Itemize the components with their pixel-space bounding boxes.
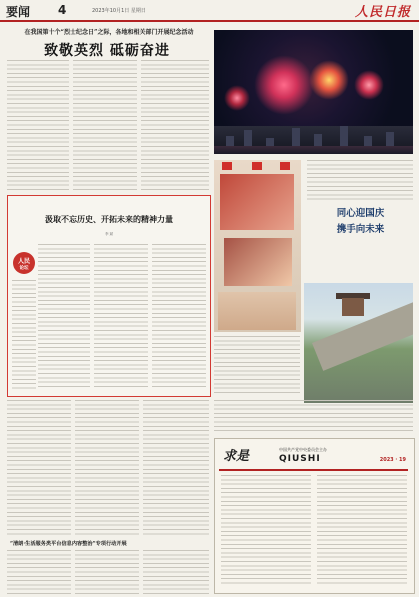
lower-column-3 [143,400,209,535]
qiushi-name: QIUSHI [279,454,321,464]
emblem-text-top: 人民 [17,258,30,265]
forum-emblem [13,252,35,274]
top-story-headline: 致敬英烈 砥砺奋进 [44,43,170,59]
flag-decoration [222,162,232,170]
great-wall-photo [304,283,413,403]
qiushi-issue: 2023 · 19 [379,457,406,463]
slogan [308,206,413,238]
top-story-subhead: 在我国第十个“烈士纪念日”之际，各地和相关部门开展纪念活动 [24,29,194,36]
bottom-column-3 [143,550,209,594]
lower-story-subhead: “清朗·生活服务类平台信息内容整治”专项行动开展 [10,541,127,547]
flag-decoration [280,162,290,170]
page-number: 4 [58,3,67,17]
commentary-column-3 [152,244,206,390]
top-story-column-1 [7,60,69,190]
qiushi-contents-left [221,475,311,587]
slogan-line-2: 携手向未来 [336,224,385,235]
commentary-column-2 [94,244,148,390]
national-day-poster [214,160,301,332]
commentary-column-1 [38,244,90,390]
fireworks-photo [214,30,413,154]
lower-column-1 [7,400,71,535]
masthead-logo: 人民日报 [354,5,411,20]
flag-decoration [252,162,262,170]
firework-burst [354,70,384,100]
right-lower-text [214,400,413,432]
lower-column-2 [75,400,139,535]
bottom-column-1 [7,550,71,594]
poster-photo-street [218,292,296,330]
poster-caption [214,336,300,396]
bottom-column-2 [75,550,139,594]
firework-burst [309,60,349,100]
qiushi-magazine-ad [214,438,415,594]
commentary-author: 李 斌 [104,232,114,236]
section-name: 要闻 [6,5,31,19]
firework-burst [254,55,314,115]
commentary-title: 汲取不忘历史、开拓未来的精神力量 [45,214,173,224]
watchtower [342,298,364,316]
page-header [0,0,419,22]
qiushi-contents-right [317,475,407,587]
qiushi-divider [219,469,408,471]
slogan-line-1: 同心迎国庆 [336,208,385,219]
top-story-column-3 [141,60,209,190]
issue-date: 2023年10月1日 星期日 [92,8,146,14]
commentary-column-1b [12,280,36,390]
poster-photo-crowd [220,174,294,230]
top-story-column-2 [73,60,137,190]
poster-photo-family [224,238,292,286]
featured-commentary-box [7,195,211,397]
qiushi-logo: 求是 [223,449,250,464]
emblem-text-bottom: 论坛 [19,266,29,271]
harbor-water [214,146,413,154]
right-column-text [307,160,413,200]
firework-burst [224,85,250,111]
qiushi-publisher: 中国共产党中央委员会主办 [279,447,327,452]
